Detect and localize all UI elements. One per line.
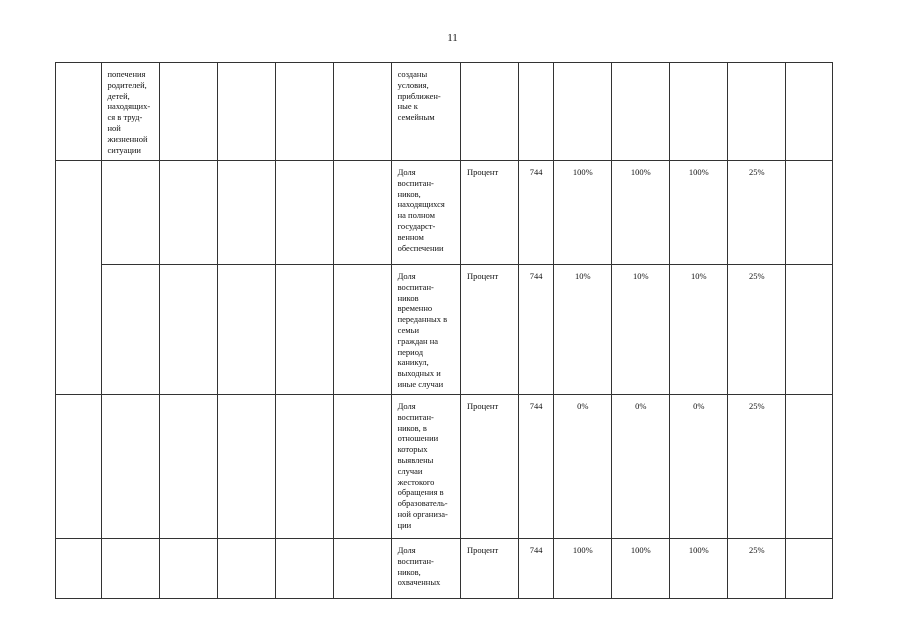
table-row: [56, 161, 833, 265]
table-cell: [101, 265, 159, 395]
table-cell: [728, 539, 786, 599]
table-cell: [333, 395, 391, 539]
unit: Процент: [466, 167, 499, 177]
unit: Процент: [466, 545, 499, 555]
table-cell: [554, 539, 612, 599]
table-cell: [275, 395, 333, 539]
okei-code: 744: [529, 271, 543, 281]
value-year-1: 10%: [574, 271, 591, 281]
table-row: [56, 63, 833, 161]
table-cell: [728, 161, 786, 265]
table-cell: [460, 161, 518, 265]
service-description: попечения родителей, детей, находящих- ся в труд- ной жизненной ситуации: [107, 69, 151, 155]
allowed-deviation: 25%: [749, 271, 765, 281]
table-cell: [159, 395, 217, 539]
table-cell: [518, 539, 553, 599]
value-year-2: 10%: [632, 271, 649, 281]
table-cell: [391, 63, 460, 161]
indicator-name: Доля воспитан- ников, находящихся на полном государст- венном обеспечении: [397, 167, 445, 253]
allowed-deviation: 25%: [749, 545, 765, 555]
table-cell: [612, 265, 670, 395]
table-cell: [554, 63, 612, 161]
table-cell: [460, 63, 518, 161]
table-cell: [217, 539, 275, 599]
table-row: [56, 265, 833, 395]
table-cell: [275, 161, 333, 265]
table-cell: [460, 539, 518, 599]
value-year-2: 100%: [630, 545, 651, 555]
value-year-3: 0%: [693, 401, 705, 411]
table-cell: [391, 395, 460, 539]
table-cell: [275, 63, 333, 161]
value-year-1: 0%: [577, 401, 589, 411]
table-cell: [670, 63, 728, 161]
table-cell: [786, 395, 833, 539]
table-cell: [728, 63, 786, 161]
table-cell: [159, 161, 217, 265]
indicator-name: Доля воспитан- ников, охваченных: [397, 545, 441, 588]
value-year-1: 100%: [572, 545, 593, 555]
table-cell: [333, 539, 391, 599]
indicator-name: Доля воспитан- ников временно переданных в семьи граждан на период каникул, выходных и иные случаи: [397, 271, 448, 389]
table-cell: [728, 265, 786, 395]
table-cell: [786, 265, 833, 395]
table-cell: [518, 265, 553, 395]
table-cell: [612, 161, 670, 265]
table-cell: [275, 265, 333, 395]
value-year-3: 10%: [690, 271, 707, 281]
table-cell: [460, 265, 518, 395]
table-cell: [391, 539, 460, 599]
table-cell: [670, 395, 728, 539]
okei-code: 744: [529, 545, 543, 555]
table-cell: [670, 265, 728, 395]
table-cell: [333, 63, 391, 161]
indicator-table: [55, 62, 833, 599]
value-year-1: 100%: [572, 167, 593, 177]
okei-code: 744: [529, 167, 543, 177]
table-cell: [391, 265, 460, 395]
table-cell: [159, 265, 217, 395]
table-cell: [56, 161, 102, 265]
table-cell: [554, 161, 612, 265]
table-cell: [217, 395, 275, 539]
value-year-3: 100%: [688, 545, 709, 555]
table-cell: [670, 539, 728, 599]
table-cell: [612, 539, 670, 599]
table-cell: [333, 265, 391, 395]
table-cell: [612, 63, 670, 161]
table-cell: [217, 161, 275, 265]
table-cell: [554, 265, 612, 395]
unit: Процент: [466, 401, 499, 411]
okei-code: 744: [529, 401, 543, 411]
table-cell: [101, 161, 159, 265]
table-cell: [101, 395, 159, 539]
value-year-3: 100%: [688, 167, 709, 177]
table-cell: [56, 265, 102, 395]
table-cell: [554, 395, 612, 539]
table-cell: [217, 265, 275, 395]
table-cell: [786, 539, 833, 599]
indicator-name: созданы условия, приближен- ные к семейным: [397, 69, 441, 123]
table-cell: [56, 63, 102, 161]
table-cell: [101, 539, 159, 599]
table-cell: [101, 63, 159, 161]
table-cell: [275, 539, 333, 599]
table-cell: [518, 63, 553, 161]
table-cell: [728, 395, 786, 539]
table-cell: [56, 539, 102, 599]
table-cell: [612, 395, 670, 539]
table-cell: [786, 161, 833, 265]
table-cell: [670, 161, 728, 265]
table-cell: [460, 395, 518, 539]
table-cell: [159, 539, 217, 599]
table-cell: [333, 161, 391, 265]
allowed-deviation: 25%: [749, 167, 765, 177]
table-cell: [159, 63, 217, 161]
table-row: [56, 539, 833, 599]
table-row: [56, 395, 833, 539]
allowed-deviation: 25%: [749, 401, 765, 411]
indicator-name: Доля воспитан- ников, в отношении которых выявлены случаи жестокого обращения в образователь- ной организа- ции: [397, 401, 448, 530]
unit: Процент: [466, 271, 499, 281]
page-number: 11: [447, 32, 458, 44]
table-cell: [518, 395, 553, 539]
table-cell: [518, 161, 553, 265]
table-cell: [217, 63, 275, 161]
table-cell: [391, 161, 460, 265]
value-year-2: 0%: [635, 401, 647, 411]
table-cell: [786, 63, 833, 161]
table-cell: [56, 395, 102, 539]
value-year-2: 100%: [630, 167, 651, 177]
